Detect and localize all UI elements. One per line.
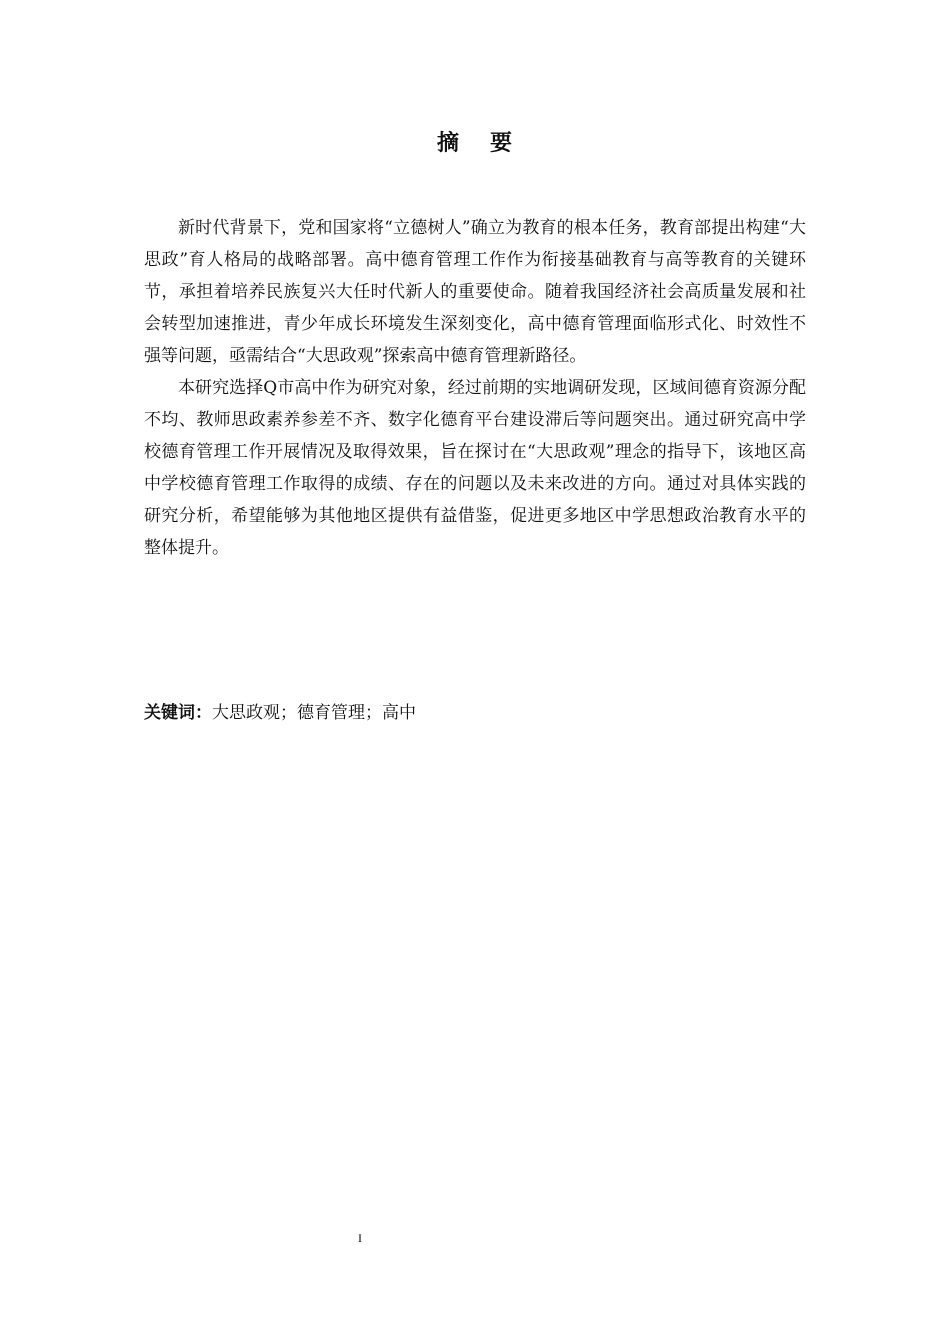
- abstract-paragraph-1: 新时代背景下，党和国家将“立德树人”确立为教育的根本任务，教育部提出构建“大思政”育人格局的战略部署。高中德育管理工作作为衔接基础教育与高等教育的关键环节，承担着培养民族复兴大任时代新人的重要使命。随着我国经济社会高质量发展和社会转型加速推进，青少年成长环境发生深刻变化，高中德育管理面临形式化、时效性不强等问题，亟需结合“大思政观”探索高中德育管理新路径。: [144, 218, 806, 366]
- keywords-line: [144, 699, 806, 727]
- title-char-1: 摘: [436, 131, 460, 156]
- title-char-2: 要: [490, 131, 514, 156]
- abstract-paragraph-2: 本研究选择Q市高中作为研究对象，经过前期的实地调研发现，区域间德育资源分配不均、教师思政素养参差不齐、数字化德育平台建设滞后等问题突出。通过研究高中学校德育管理工作开展情况及取得效果，旨在探讨在“大思政观”理念的指导下，该地区高中学校德育管理工作取得的成绩、存在的问题以及未来改进的方向。通过对具体实践的研究分析，希望能够为其他地区提供有益借鉴，促进更多地区中学思想政治教育水平的整体提升。: [144, 378, 806, 558]
- page-number: I: [358, 1231, 362, 1245]
- abstract-title: [0, 126, 950, 157]
- abstract-body: [144, 212, 806, 564]
- keywords-label: 关键词：: [144, 703, 212, 723]
- keywords-value: 大思政观；德育管理；高中: [212, 703, 416, 723]
